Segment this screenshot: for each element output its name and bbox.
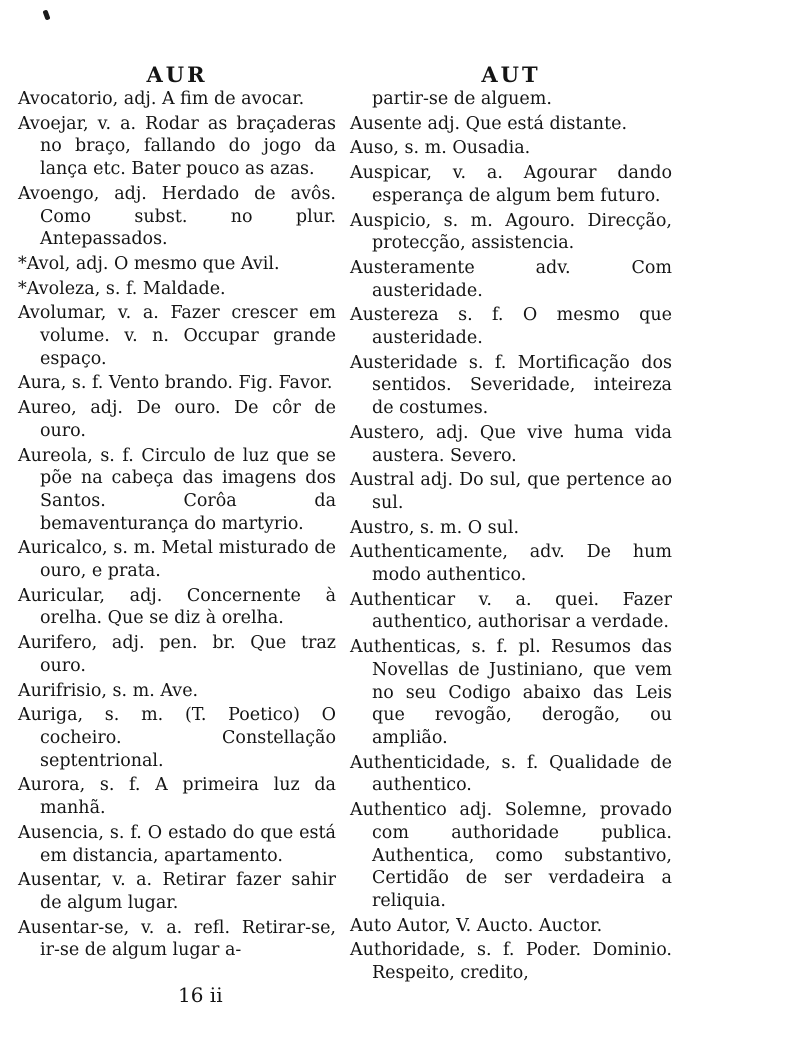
dictionary-entry: Ausentar-se, v. a. refl. Retirar-se, ir-se de algum lugar a-: [18, 917, 336, 961]
dictionary-entry: Avolumar, v. a. Fazer crescer em volume. v. n. Occupar grande espaço.: [18, 303, 336, 369]
dictionary-entry: Ausente adj. Que está distante.: [350, 113, 628, 134]
dictionary-entry: *Avol, adj. O mesmo que Avil.: [18, 253, 280, 274]
dictionary-entry: Authenticar v. a. quei. Fazer authentico, authorisar a verdade.: [350, 589, 672, 633]
dictionary-entry: Austeramente adv. Com austeridade.: [350, 257, 672, 301]
dictionary-entry: Austral adj. Do sul, que pertence ao sul.: [350, 470, 672, 513]
dictionary-entry: Authenticas, s. f. pl. Resumos das Novellas de Justiniano, que vem no seu Codigo abaixo das Leis que revogão, derogão, ou amplião.: [350, 637, 672, 748]
dictionary-entry: Authenticamente, adv. De hum modo authentico.: [350, 542, 672, 586]
dictionary-entry: Austeridade s. f. Mortificação dos sentidos. Severidade, inteireza de costumes.: [350, 352, 672, 419]
dictionary-entry: Austereza s. f. O mesmo que austeridade.: [350, 305, 672, 349]
continuation-line: partir-se de alguem.: [372, 89, 552, 109]
dictionary-entry: Auriga, s. m. (T. Poetico) O cocheiro. Constellação septentrional.: [18, 705, 336, 771]
dictionary-entry: Authentico adj. Solemne, provado com authoridade publica. Authentica, como substantivo, Certidão de ser verdadeira a reliquia.: [350, 800, 672, 911]
dictionary-entry: Aureola, s. f. Circulo de luz que se põe na cabeça das imagens dos Santos. Corôa da bemaventurança do martyrio.: [18, 445, 336, 534]
dictionary-entry: Aura, s. f. Vento brando. Fig. Favor.: [18, 373, 333, 394]
dictionary-entry: Ausencia, s. f. O estado do que está em distancia, apartamento.: [18, 822, 336, 866]
dictionary-entry: Avoejar, v. a. Rodar as braçaderas no braço, fallando do jogo da lança etc. Bater pouco as azas.: [18, 113, 336, 180]
dictionary-entry: Authenticidade, s. f. Qualidade de authentico.: [350, 752, 672, 796]
right-running-head: AUT: [481, 62, 541, 87]
right-entries: [350, 113, 672, 985]
signature-mark: 16 ii: [178, 983, 223, 1007]
dictionary-entry: Aurora, s. f. A primeira luz da manhã.: [18, 775, 336, 819]
dictionary-entry: Auricular, adj. Concernente à orelha. Que se diz à orelha.: [18, 585, 336, 629]
dictionary-entry: Auricalco, s. m. Metal misturado de ouro, e prata.: [18, 538, 336, 582]
dictionary-entry: Auso, s. m. Ousadia.: [350, 138, 531, 159]
dictionary-entry: Aurifero, adj. pen. br. Que traz ouro.: [18, 633, 336, 676]
dictionary-entry: Auspicio, s. m. Agouro. Direcção, protecção, assistencia.: [350, 210, 672, 254]
dictionary-entry: Authoridade, s. f. Poder. Dominio. Respeito, credito,: [350, 940, 672, 984]
dictionary-entry: Auto Autor, V. Aucto. Auctor.: [350, 915, 603, 936]
dictionary-entry: Auspicar, v. a. Agourar dando esperança de algum bem futuro.: [350, 163, 672, 206]
dictionary-entry: Aureo, adj. De ouro. De côr de ouro.: [18, 398, 336, 441]
dictionary-entry: Aurifrisio, s. m. Ave.: [18, 680, 199, 701]
dictionary-entry: Ausentar, v. a. Retirar fazer sahir de algum lugar.: [18, 870, 336, 913]
ink-speck: [42, 9, 50, 20]
left-entries: [18, 88, 336, 962]
left-running-head: AUR: [146, 62, 208, 87]
dictionary-entry: Austro, s. m. O sul.: [350, 517, 520, 538]
dictionary-entry: Avoengo, adj. Herdado de avôs. Como subst. no plur. Antepassados.: [18, 183, 336, 250]
dictionary-entry: Avocatorio, adj. A fim de avocar.: [18, 89, 305, 109]
dictionary-entry: Austero, adj. Que vive huma vida austera. Severo.: [350, 422, 672, 466]
right-column: [350, 62, 672, 987]
left-column: [18, 62, 336, 964]
dictionary-entry: *Avoleza, s. f. Maldade.: [18, 278, 226, 299]
